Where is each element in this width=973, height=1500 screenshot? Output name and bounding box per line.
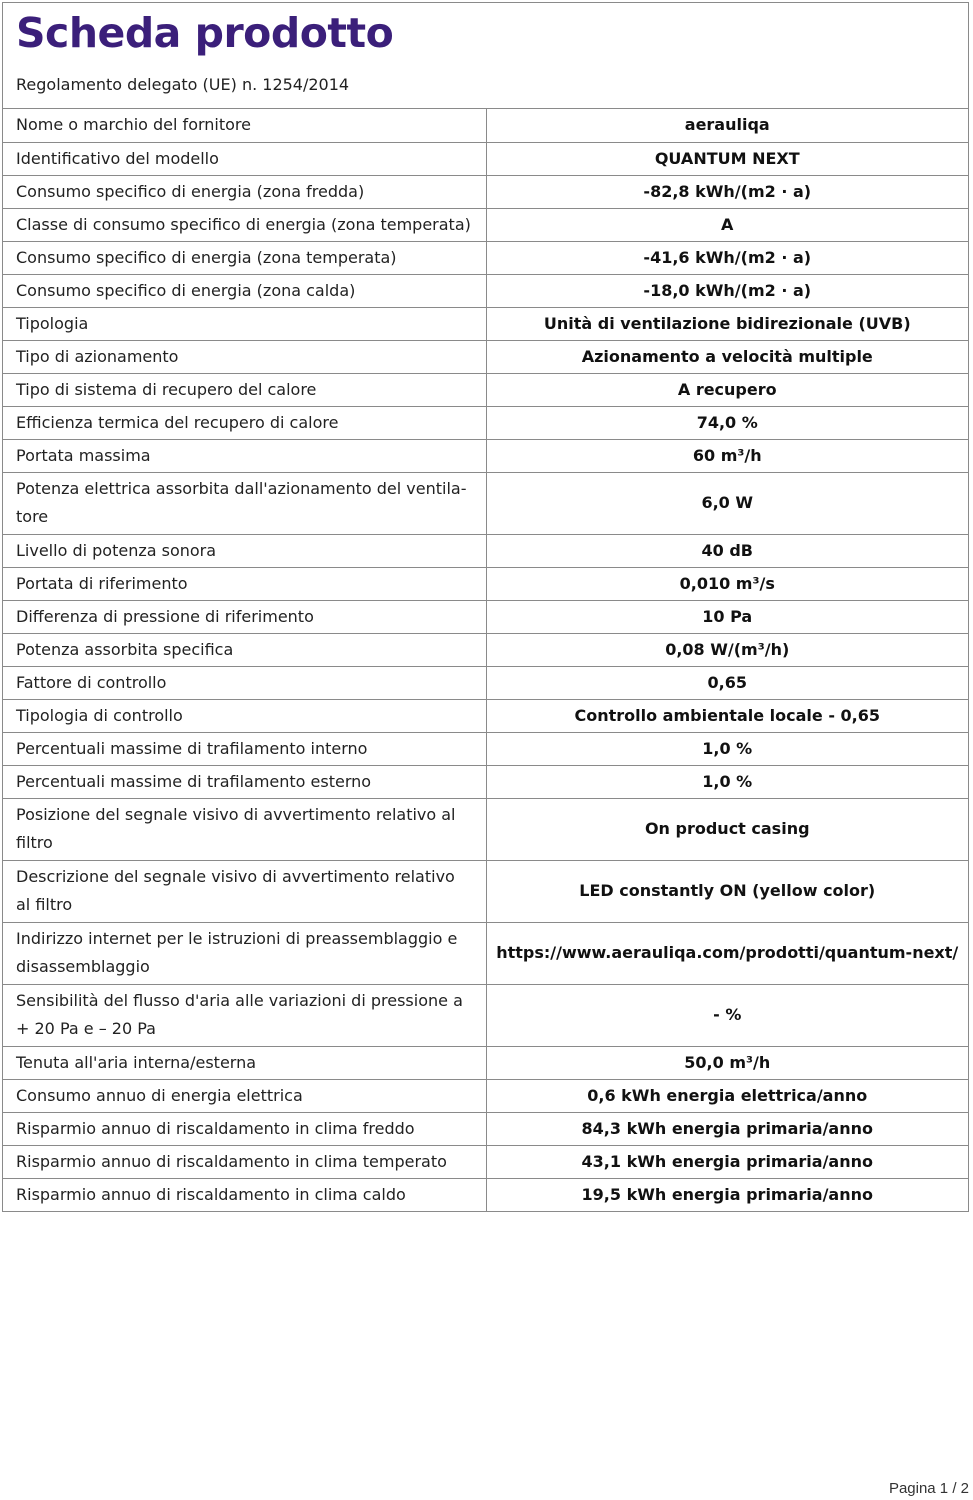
spec-value: -18,0 kWh/(m2 · a) <box>486 274 968 307</box>
spec-row <box>3 439 968 472</box>
spec-value: QUANTUM NEXT <box>486 142 968 175</box>
spec-value: 10 Pa <box>486 600 968 633</box>
spec-label: Descrizione del segnale visivo di avvertimento relativo al filtro <box>3 860 486 922</box>
spec-row <box>3 922 968 984</box>
spec-label: Percentuali massime di trafilamento interno <box>3 732 486 765</box>
spec-row <box>3 1046 968 1079</box>
spec-row <box>3 1112 968 1145</box>
spec-row <box>3 534 968 567</box>
spec-label: Livello di potenza sonora <box>3 534 486 567</box>
spec-label: Potenza elettrica assorbita dall'azionamento del ventila-tore <box>3 472 486 534</box>
spec-label: Tipo di azionamento <box>3 340 486 373</box>
spec-label: Classe di consumo specifico di energia (zona temperata) <box>3 208 486 241</box>
spec-row <box>3 1079 968 1112</box>
spec-label: Posizione del segnale visivo di avvertimento relativo al filtro <box>3 798 486 860</box>
spec-label: Nome o marchio del fornitore <box>3 109 486 142</box>
spec-row <box>3 406 968 439</box>
spec-label: Consumo specifico di energia (zona fredda) <box>3 175 486 208</box>
spec-value: 74,0 % <box>486 406 968 439</box>
spec-label: Risparmio annuo di riscaldamento in clima freddo <box>3 1112 486 1145</box>
page-number: Pagina 1 / 2 <box>888 1480 969 1497</box>
product-sheet <box>2 2 969 1212</box>
spec-row <box>3 600 968 633</box>
page-title: Scheda prodotto <box>16 9 394 57</box>
spec-row <box>3 109 968 142</box>
spec-value: 50,0 m³/h <box>486 1046 968 1079</box>
spec-row <box>3 798 968 860</box>
spec-value: A recupero <box>486 373 968 406</box>
spec-value: https://www.aerauliqa.com/prodotti/quantum-next/ <box>486 922 968 984</box>
spec-row <box>3 241 968 274</box>
spec-value: 6,0 W <box>486 472 968 534</box>
spec-row <box>3 274 968 307</box>
spec-label: Differenza di pressione di riferimento <box>3 600 486 633</box>
spec-row <box>3 208 968 241</box>
spec-label: Percentuali massime di trafilamento esterno <box>3 765 486 798</box>
spec-value: Controllo ambientale locale - 0,65 <box>486 699 968 732</box>
spec-value: - % <box>486 984 968 1046</box>
spec-label: Consumo annuo di energia elettrica <box>3 1079 486 1112</box>
spec-table <box>3 109 968 1212</box>
spec-row <box>3 340 968 373</box>
spec-value: 60 m³/h <box>486 439 968 472</box>
spec-row <box>3 1178 968 1211</box>
spec-label: Tipo di sistema di recupero del calore <box>3 373 486 406</box>
spec-value: 0,08 W/(m³/h) <box>486 633 968 666</box>
spec-label: Efficienza termica del recupero di calore <box>3 406 486 439</box>
spec-label: Portata massima <box>3 439 486 472</box>
spec-row <box>3 666 968 699</box>
spec-row <box>3 175 968 208</box>
spec-row <box>3 765 968 798</box>
spec-value: On product casing <box>486 798 968 860</box>
spec-label: Potenza assorbita specifica <box>3 633 486 666</box>
spec-row <box>3 307 968 340</box>
spec-row <box>3 1145 968 1178</box>
spec-row <box>3 984 968 1046</box>
spec-value: A <box>486 208 968 241</box>
spec-label: Risparmio annuo di riscaldamento in clima temperato <box>3 1145 486 1178</box>
spec-value: LED constantly ON (yellow color) <box>486 860 968 922</box>
regulation-subtitle: Regolamento delegato (UE) n. 1254/2014 <box>16 75 350 94</box>
spec-label: Tipologia <box>3 307 486 340</box>
spec-value: 0,6 kWh energia elettrica/anno <box>486 1079 968 1112</box>
spec-value: aerauliqa <box>486 109 968 142</box>
spec-row <box>3 732 968 765</box>
spec-label: Fattore di controllo <box>3 666 486 699</box>
spec-row <box>3 699 968 732</box>
spec-label: Consumo specifico di energia (zona temperata) <box>3 241 486 274</box>
spec-value: 43,1 kWh energia primaria/anno <box>486 1145 968 1178</box>
spec-row <box>3 860 968 922</box>
spec-row <box>3 633 968 666</box>
spec-table-body <box>3 109 968 1211</box>
spec-row <box>3 373 968 406</box>
spec-value: 1,0 % <box>486 732 968 765</box>
spec-label: Portata di riferimento <box>3 567 486 600</box>
sheet-header <box>3 3 968 109</box>
spec-value: Azionamento a velocità multiple <box>486 340 968 373</box>
spec-value: 19,5 kWh energia primaria/anno <box>486 1178 968 1211</box>
spec-row <box>3 567 968 600</box>
spec-row <box>3 142 968 175</box>
spec-label: Consumo specifico di energia (zona calda) <box>3 274 486 307</box>
spec-label: Risparmio annuo di riscaldamento in clima caldo <box>3 1178 486 1211</box>
spec-row <box>3 472 968 534</box>
spec-label: Sensibilità del flusso d'aria alle variazioni di pressione a + 20 Pa e – 20 Pa <box>3 984 486 1046</box>
spec-value: 0,010 m³/s <box>486 567 968 600</box>
spec-value: Unità di ventilazione bidirezionale (UVB) <box>486 307 968 340</box>
spec-label: Tenuta all'aria interna/esterna <box>3 1046 486 1079</box>
spec-value: 40 dB <box>486 534 968 567</box>
spec-value: -82,8 kWh/(m2 · a) <box>486 175 968 208</box>
spec-label: Indirizzo internet per le istruzioni di preassemblaggio e disassemblaggio <box>3 922 486 984</box>
spec-value: 84,3 kWh energia primaria/anno <box>486 1112 968 1145</box>
spec-label: Identificativo del modello <box>3 142 486 175</box>
spec-value: 1,0 % <box>486 765 968 798</box>
spec-value: 0,65 <box>486 666 968 699</box>
spec-label: Tipologia di controllo <box>3 699 486 732</box>
spec-value: -41,6 kWh/(m2 · a) <box>486 241 968 274</box>
